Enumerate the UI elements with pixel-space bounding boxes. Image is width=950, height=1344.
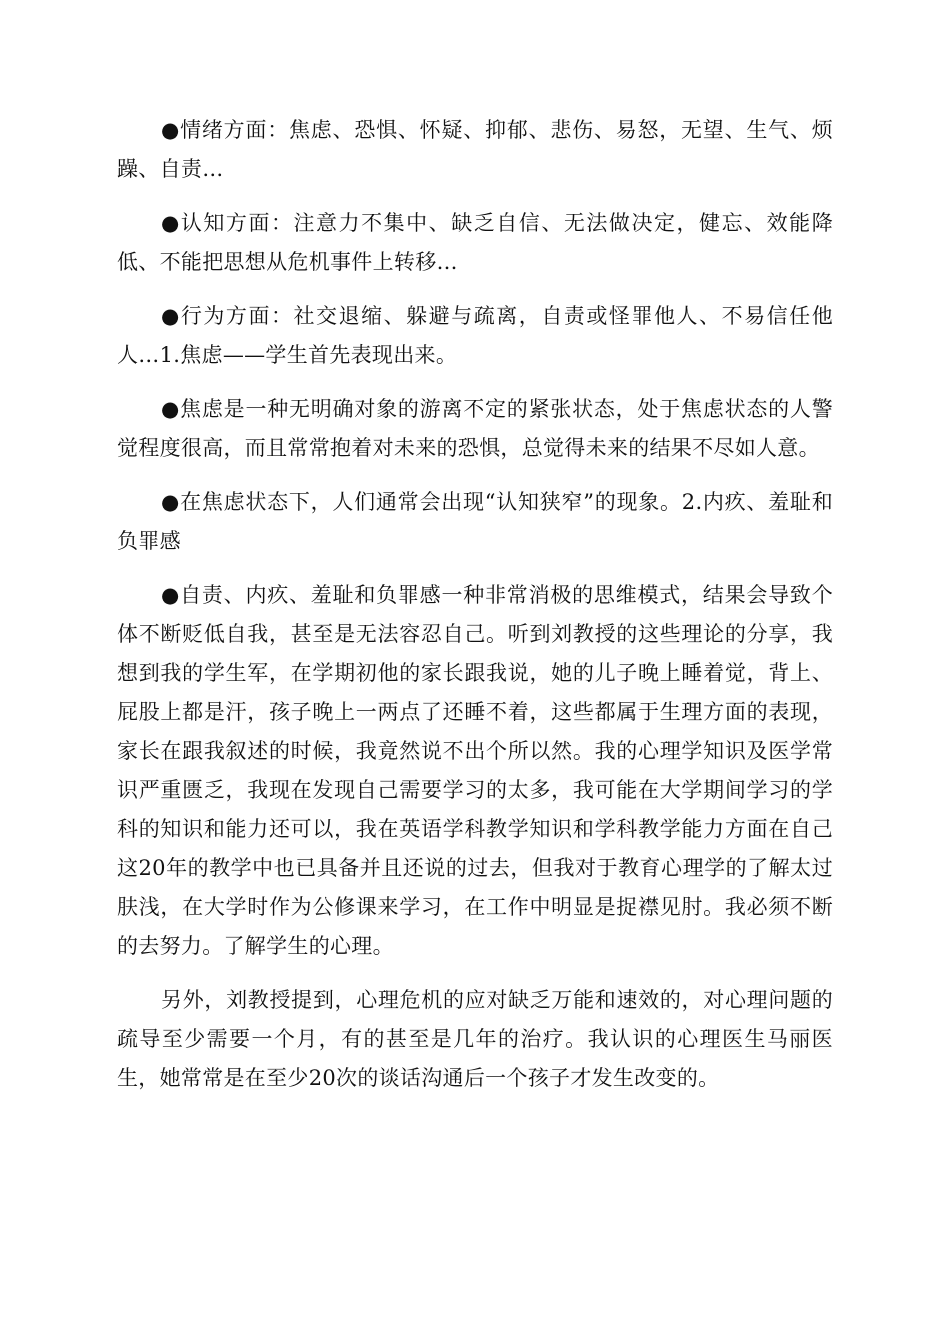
paragraph-guilt-reflection: ●自责、内疚、羞耻和负罪感一种非常消极的思维模式，结果会导致个体不断贬低自我，甚至是无法容忍自己。听到刘教授的这些理论的分享，我想到我的学生军，在学期初他的家长跟我说，她的儿子晚上睡着觉，背上、屁股上都是汗，孩子晚上一两点了还睡不着，这些都属于生理方面的表现，家长在跟我叙述的时候，我竟然说不出个所以然。我的心理学知识及医学常识严重匮乏，我现在发现自己需要学习的太多，我可能在大学期间学习的学科的知识和能力还可以，我在英语学科教学知识和学科教学能力方面在自己这20年的教学中也已具备并且还说的过去，但我对于教育心理学的了解太过肤浅，在大学时作为公修课来学习，在工作中明显是捉襟见肘。我必须不断的去努力。了解学生的心理。 [117,583,833,958]
paragraph-cognitive-narrowing: ●在焦虑状态下，人们通常会出现“认知狭窄”的现象。2.内疚、羞耻和负罪感 [117,490,833,553]
paragraph-cognition: ●认知方面：注意力不集中、缺乏自信、无法做决定，健忘、效能降低、不能把思想从危机事件上转移… [117,211,833,274]
paragraph-behavior: ●行为方面：社交退缩、躲避与疏离，自责或怪罪他人、不易信任他人…1.焦虑——学生首先表现出来。 [117,304,833,367]
paragraph-anxiety-definition: ●焦虑是一种无明确对象的游离不定的紧张状态，处于焦虑状态的人警觉程度很高，而且常常抱着对未来的恐惧，总觉得未来的结果不尽如人意。 [117,397,833,460]
document-page [117,111,833,1113]
paragraph-emotion: ●情绪方面：焦虑、恐惧、怀疑、抑郁、悲伤、易怒，无望、生气、烦躁、自责… [117,118,833,181]
paragraph-counseling: 另外，刘教授提到，心理危机的应对缺乏万能和速效的，对心理问题的疏导至少需要一个月，有的甚至是几年的治疗。我认识的心理医生马丽医生，她常常是在至少20次的谈话沟通后一个孩子才发生改变的。 [117,988,833,1090]
